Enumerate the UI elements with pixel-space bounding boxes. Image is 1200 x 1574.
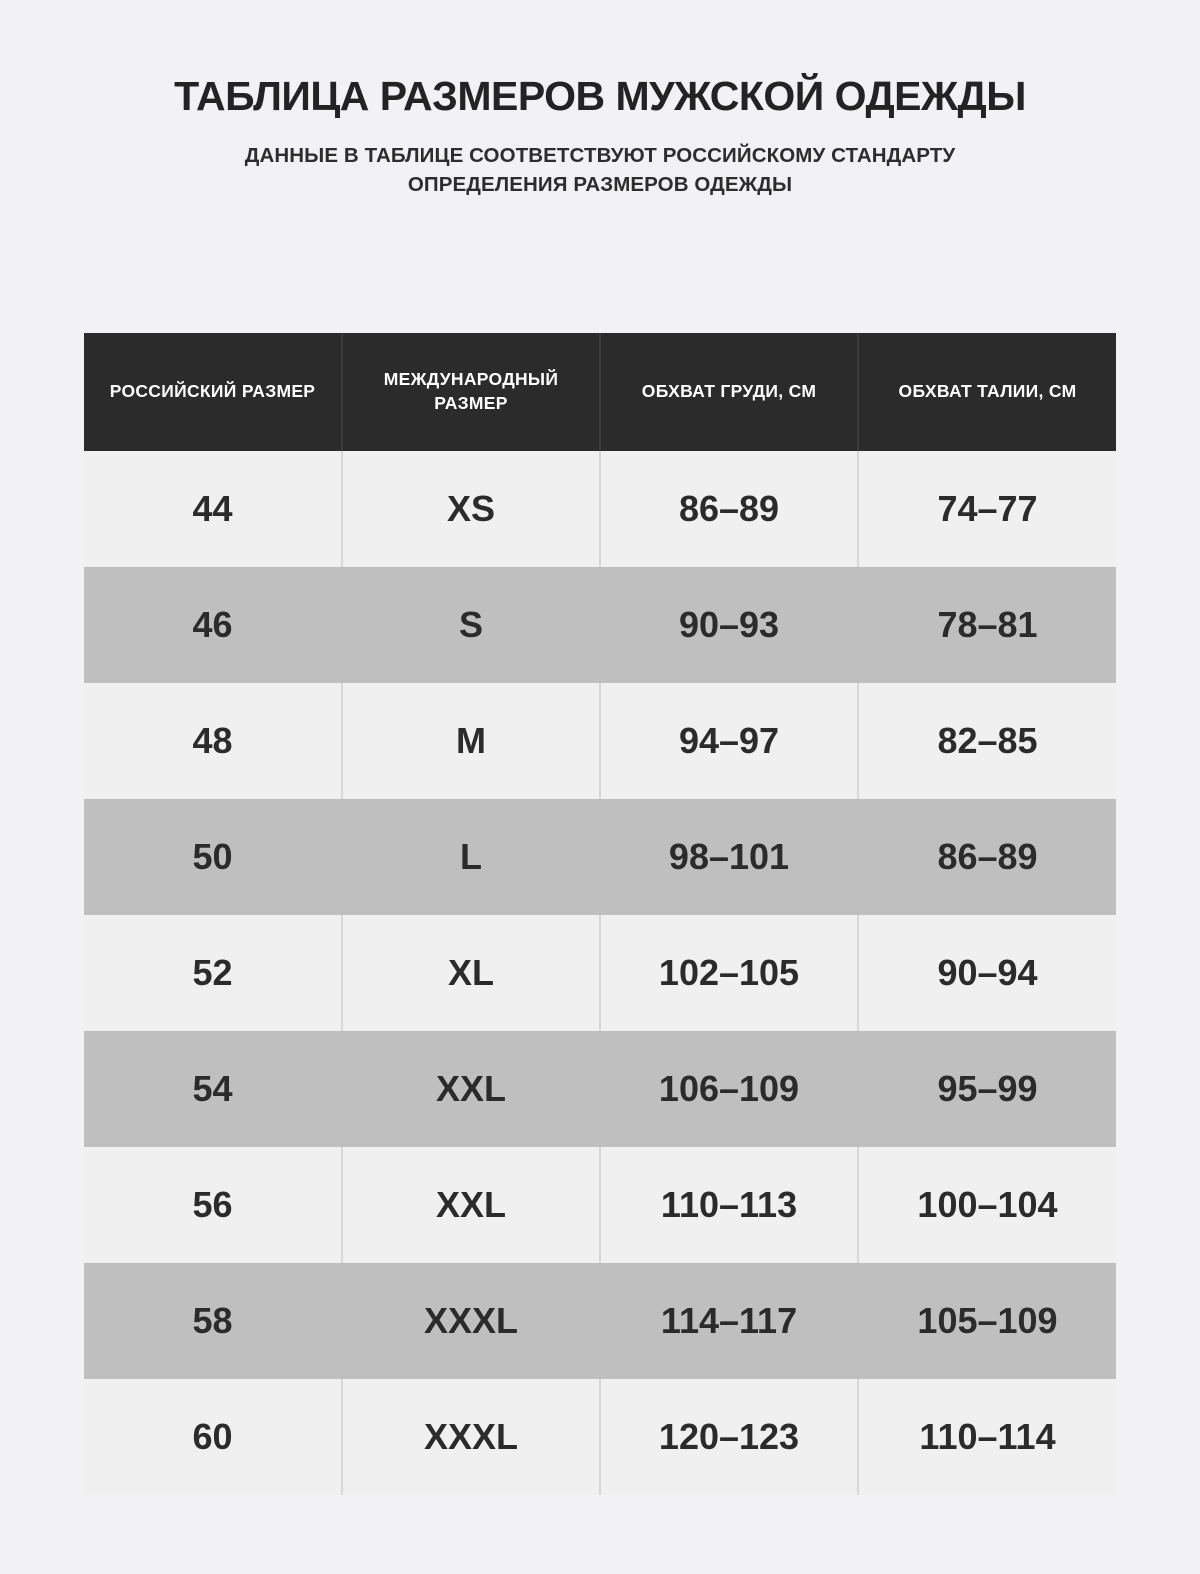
- cell-russian-size: 60: [84, 1379, 342, 1495]
- column-header-chest: ОБХВАТ ГРУДИ, СМ: [600, 333, 858, 451]
- cell-chest: 90–93: [600, 567, 858, 683]
- cell-waist: 110–114: [858, 1379, 1116, 1495]
- cell-russian-size: 50: [84, 799, 342, 915]
- page-title: ТАБЛИЦА РАЗМЕРОВ МУЖСКОЙ ОДЕЖДЫ: [174, 73, 1026, 119]
- cell-waist: 105–109: [858, 1263, 1116, 1379]
- cell-russian-size: 54: [84, 1031, 342, 1147]
- cell-waist: 90–94: [858, 915, 1116, 1031]
- table-row: [84, 451, 1116, 567]
- column-header-waist: ОБХВАТ ТАЛИИ, СМ: [858, 333, 1116, 451]
- cell-russian-size: 44: [84, 451, 342, 567]
- table-row: [84, 799, 1116, 915]
- size-table: [84, 333, 1116, 1495]
- cell-russian-size: 46: [84, 567, 342, 683]
- table-row: [84, 915, 1116, 1031]
- cell-russian-size: 48: [84, 683, 342, 799]
- cell-chest: 86–89: [600, 451, 858, 567]
- cell-international-size: XXXL: [342, 1379, 600, 1495]
- table-row: [84, 1379, 1116, 1495]
- cell-chest: 110–113: [600, 1147, 858, 1263]
- table-header-row: [84, 333, 1116, 451]
- cell-waist: 82–85: [858, 683, 1116, 799]
- cell-chest: 94–97: [600, 683, 858, 799]
- cell-waist: 100–104: [858, 1147, 1116, 1263]
- cell-waist: 95–99: [858, 1031, 1116, 1147]
- cell-waist: 74–77: [858, 451, 1116, 567]
- column-header-international-size: МЕЖДУНАРОДНЫЙ РАЗМЕР: [342, 333, 600, 451]
- cell-chest: 114–117: [600, 1263, 858, 1379]
- cell-russian-size: 58: [84, 1263, 342, 1379]
- cell-international-size: L: [342, 799, 600, 915]
- table-body: [84, 451, 1116, 1495]
- cell-chest: 102–105: [600, 915, 858, 1031]
- size-chart-page: [0, 74, 1200, 1574]
- cell-chest: 120–123: [600, 1379, 858, 1495]
- cell-russian-size: 56: [84, 1147, 342, 1263]
- page-subtitle: ДАННЫЕ В ТАБЛИЦЕ СООТВЕТСТВУЮТ РОССИЙСКОМУ СТАНДАРТУ ОПРЕДЕЛЕНИЯ РАЗМЕРОВ ОДЕЖДЫ: [244, 144, 956, 197]
- cell-waist: 78–81: [858, 567, 1116, 683]
- cell-chest: 98–101: [600, 799, 858, 915]
- cell-international-size: M: [342, 683, 600, 799]
- cell-chest: 106–109: [600, 1031, 858, 1147]
- cell-russian-size: 52: [84, 915, 342, 1031]
- cell-international-size: XXL: [342, 1147, 600, 1263]
- table-header: [84, 333, 1116, 451]
- cell-international-size: XS: [342, 451, 600, 567]
- table-row: [84, 567, 1116, 683]
- column-header-russian-size: РОССИЙСКИЙ РАЗМЕР: [84, 333, 342, 451]
- cell-waist: 86–89: [858, 799, 1116, 915]
- cell-international-size: XXL: [342, 1031, 600, 1147]
- table-row: [84, 1263, 1116, 1379]
- table-row: [84, 683, 1116, 799]
- size-table-container: [84, 333, 1116, 1495]
- table-row: [84, 1031, 1116, 1147]
- cell-international-size: XXXL: [342, 1263, 600, 1379]
- cell-international-size: S: [342, 567, 600, 683]
- cell-international-size: XL: [342, 915, 600, 1031]
- table-row: [84, 1147, 1116, 1263]
